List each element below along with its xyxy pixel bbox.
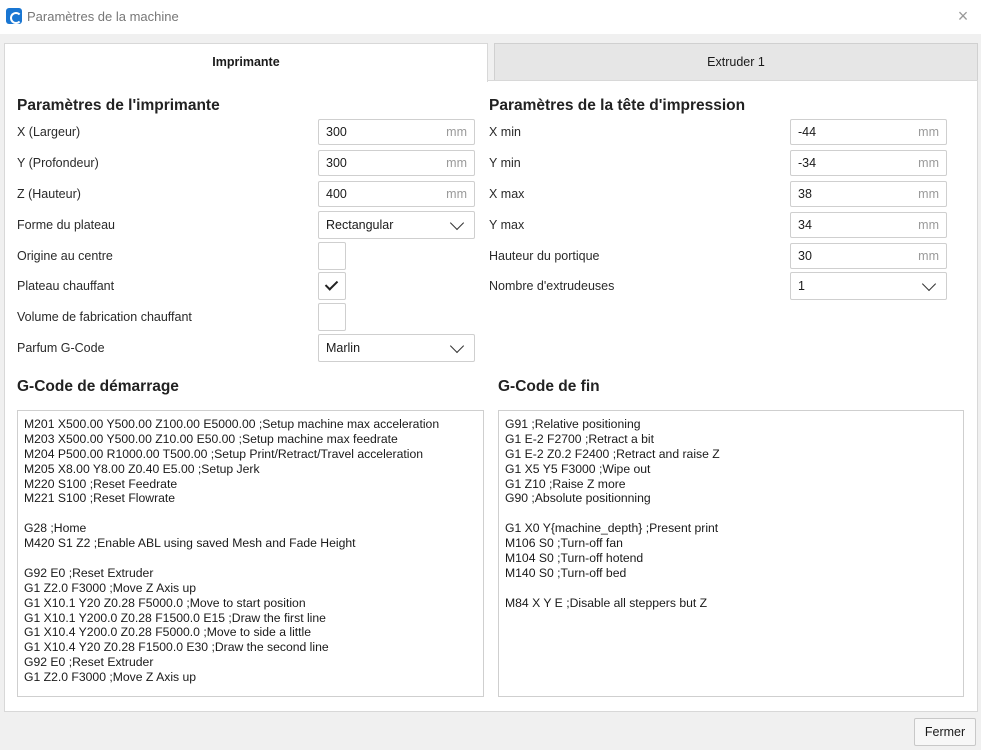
gcode-line: G1 Z10 ;Raise Z more	[505, 476, 626, 491]
x-min-label: X min	[489, 125, 521, 139]
gcode-line: G1 X10.1 Y20 Z0.28 F5000.0 ;Move to start position	[24, 595, 306, 610]
gcode-line: G90 ;Absolute positionning	[505, 491, 651, 506]
gcode-line: M221 S100 ;Reset Flowrate	[24, 491, 176, 506]
y-min-field[interactable]: -34 mm	[790, 150, 947, 176]
end-gcode-editor[interactable]	[498, 410, 964, 697]
close-window-icon[interactable]: ×	[957, 6, 969, 26]
bed-shape-select[interactable]: Rectangular	[318, 211, 475, 239]
printer-settings-title: Paramètres de l'imprimante	[17, 97, 220, 114]
extruder-count-select[interactable]: 1	[790, 272, 947, 300]
gcode-line: M204 P500.00 R1000.00 T500.00 ;Setup Print/Retract/Travel acceleration	[24, 446, 424, 461]
x-width-label: X (Largeur)	[17, 125, 81, 139]
gcode-line: G91 ;Relative positioning	[505, 417, 641, 431]
start-gcode-title: G-Code de démarrage	[17, 378, 179, 395]
y-depth-field[interactable]: 300 mm	[318, 150, 475, 176]
gantry-height-label: Hauteur du portique	[489, 249, 600, 263]
gcode-line	[24, 506, 477, 521]
gcode-line	[24, 551, 477, 566]
gcode-line: G1 X10.1 Y200.0 Z0.28 F1500.0 E15 ;Draw the first line	[24, 610, 326, 625]
gcode-line: G1 E-2 F2700 ;Retract a bit	[505, 431, 655, 446]
gcode-line: G1 X0 Y{machine_depth} ;Present print	[505, 521, 719, 536]
x-max-label: X max	[489, 187, 525, 201]
gcode-line: G28 ;Home	[24, 521, 87, 536]
cura-logo-icon	[6, 8, 22, 24]
gcode-line: G92 E0 ;Reset Extruder	[24, 655, 154, 670]
gcode-line: M106 S0 ;Turn-off fan	[505, 536, 623, 551]
gantry-height-field[interactable]: 30 mm	[790, 243, 947, 269]
z-height-label: Z (Hauteur)	[17, 187, 81, 201]
gcode-line: G1 X10.4 Y200.0 Z0.28 F5000.0 ;Move to side a little	[24, 625, 312, 640]
gcode-flavor-label: Parfum G-Code	[17, 341, 105, 355]
heated-volume-checkbox[interactable]	[318, 303, 346, 331]
title-bar	[0, 0, 981, 34]
gcode-line: M203 X500.00 Y500.00 Z10.00 E50.00 ;Setup machine max feedrate	[24, 431, 398, 446]
close-button[interactable]: Fermer	[914, 718, 976, 746]
z-height-field[interactable]: 400 mm	[318, 181, 475, 207]
y-depth-label: Y (Profondeur)	[17, 156, 99, 170]
y-max-label: Y max	[489, 218, 525, 232]
x-max-field[interactable]: 38 mm	[790, 181, 947, 207]
chevron-down-icon	[450, 339, 464, 353]
chevron-down-icon	[922, 277, 936, 291]
y-min-label: Y min	[489, 156, 521, 170]
extruder-count-label: Nombre d'extrudeuses	[489, 279, 615, 293]
tab-extruder-1[interactable]: Extruder 1	[494, 43, 978, 81]
start-gcode-editor[interactable]	[17, 410, 484, 697]
y-max-field[interactable]: 34 mm	[790, 212, 947, 238]
gcode-line: M104 S0 ;Turn-off hotend	[505, 551, 644, 566]
gcode-line: M201 X500.00 Y500.00 Z100.00 E5000.00 ;Setup machine max acceleration	[24, 417, 440, 431]
end-gcode-title: G-Code de fin	[498, 378, 600, 395]
gcode-line: M84 X Y E ;Disable all steppers but Z	[505, 595, 708, 610]
chevron-down-icon	[450, 216, 464, 230]
heated-volume-label: Volume de fabrication chauffant	[17, 310, 192, 324]
gcode-line: G1 X5 Y5 F3000 ;Wipe out	[505, 461, 651, 476]
gcode-line: M220 S100 ;Reset Feedrate	[24, 476, 178, 491]
printhead-settings-title: Paramètres de la tête d'impression	[489, 97, 746, 114]
x-min-field[interactable]: -44 mm	[790, 119, 947, 145]
heated-bed-checkbox[interactable]	[318, 272, 346, 300]
gcode-line: G1 Z2.0 F3000 ;Move Z Axis up	[24, 670, 197, 685]
gcode-line: G1 X10.4 Y20 Z0.28 F1500.0 E30 ;Draw the second line	[24, 640, 329, 655]
gcode-line	[505, 506, 957, 521]
gcode-line: G92 E0 ;Reset Extruder	[24, 565, 154, 580]
origin-center-label: Origine au centre	[17, 249, 113, 263]
x-width-field[interactable]: 300 mm	[318, 119, 475, 145]
gcode-line: M420 S1 Z2 ;Enable ABL using saved Mesh and Fade Height	[24, 536, 356, 551]
window-title: Paramètres de la machine	[27, 9, 179, 24]
gcode-flavor-select[interactable]: Marlin	[318, 334, 475, 362]
bed-shape-label: Forme du plateau	[17, 218, 115, 232]
gcode-line: G1 Z2.0 F3000 ;Move Z Axis up	[24, 580, 197, 595]
heated-bed-label: Plateau chauffant	[17, 279, 115, 293]
gcode-line: M140 S0 ;Turn-off bed	[505, 565, 627, 580]
checkmark-icon	[325, 277, 338, 290]
tab-printer[interactable]: Imprimante	[4, 43, 488, 82]
gcode-line: G1 E-2 Z0.2 F2400 ;Retract and raise Z	[505, 446, 720, 461]
origin-center-checkbox[interactable]	[318, 242, 346, 270]
gcode-line: M205 X8.00 Y8.00 Z0.40 E5.00 ;Setup Jerk	[24, 461, 260, 476]
gcode-line	[505, 581, 957, 596]
